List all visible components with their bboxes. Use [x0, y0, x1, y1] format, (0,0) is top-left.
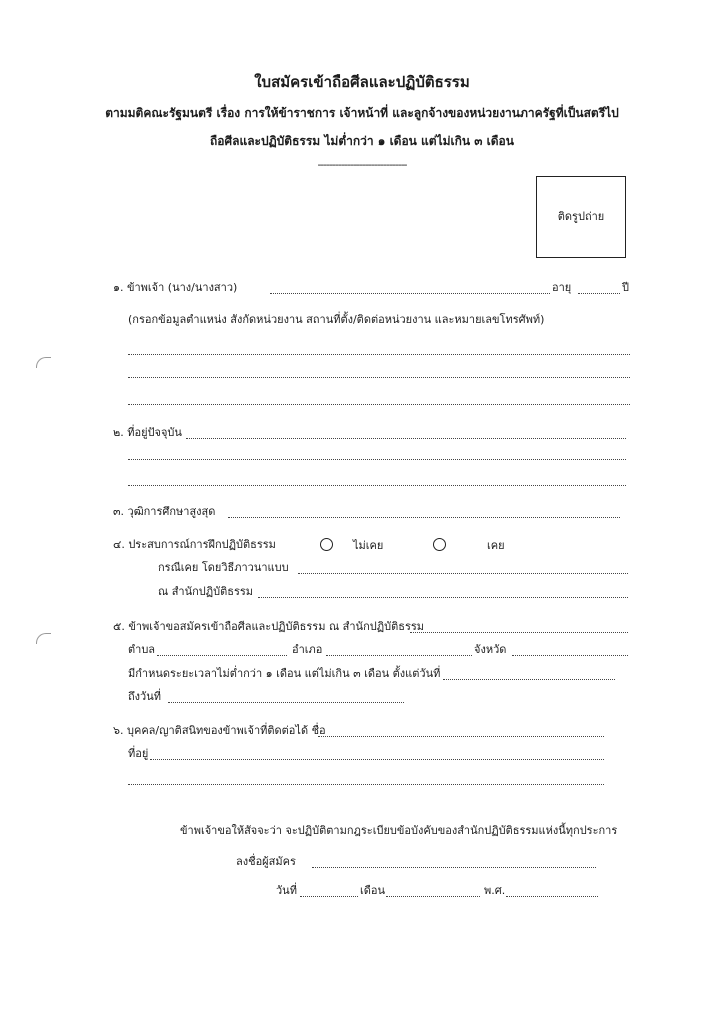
radio-ever-label: เคย [487, 539, 505, 552]
date-year-field[interactable] [506, 896, 598, 897]
scan-mark-bottom [36, 633, 51, 644]
item4-method-field[interactable] [298, 573, 628, 574]
item3-education-field[interactable] [228, 517, 620, 518]
radio-never[interactable] [320, 538, 333, 551]
form-subtitle-line2: ถือศีลและปฏิบัติธรรม ไม่ต่ำกว่า ๑ เดือน แต่ไม่เกิน ๓ เดือน [210, 134, 514, 148]
item4-place-field[interactable] [258, 597, 628, 598]
declaration-text: ข้าพเจ้าขอให้สัจจะว่า จะปฏิบัติตามกฎระเบียบข้อบังคับของสำนักปฏิบัติธรรมแห่งนี้ทุกประการ [180, 824, 618, 837]
item1-age-field[interactable] [578, 293, 620, 294]
item1-name-field[interactable] [270, 293, 550, 294]
item5-center-field[interactable] [410, 632, 628, 633]
photo-box-label: ติดรูปถ่าย [557, 210, 605, 223]
item1-detail-line-3[interactable] [128, 404, 630, 405]
item3-education-label: ๓. วุฒิการศึกษาสูงสุด [113, 505, 216, 518]
item1-name-label: ๑. ข้าพเจ้า (นาง/นางสาว) [113, 281, 238, 294]
item1-detail-line-1[interactable] [128, 354, 630, 355]
item4-method-label: กรณีเคย โดยวิธีภาวนาแบบ [158, 561, 289, 574]
form-subtitle-line1: ตามมติคณะรัฐมนตรี เรื่อง การให้ข้าราชการ เจ้าหน้าที่ และลูกจ้างของหน่วยงานภาครัฐที่เป็นสตรีไป [105, 106, 619, 120]
item5-until-label: ถึงวันที่ [128, 690, 161, 703]
item6-address-line-1[interactable] [150, 759, 604, 760]
item6-address-line-2[interactable] [128, 784, 604, 785]
date-day-label: วันที่ [276, 884, 297, 897]
item6-contact-name-field[interactable] [318, 736, 604, 737]
item5-period-label: มีกำหนดระยะเวลาไม่ต่ำกว่า ๑ เดือน แต่ไม่เกิน ๓ เดือน ตั้งแต่วันที่ [128, 667, 441, 680]
date-day-field[interactable] [300, 896, 358, 897]
item4-experience-label: ๔. ประสบการณ์การฝึกปฏิบัติธรรม [113, 538, 276, 551]
item5-subdistrict-field[interactable] [157, 655, 287, 656]
date-month-label: เดือน [360, 884, 386, 897]
item1-note: (กรอกข้อมูลตำแหน่ง สังกัดหน่วยงาน สถานที่ตั้ง/ติดต่อหน่วยงาน และหมายเลขโทรศัพท์) [128, 313, 545, 326]
signature-field[interactable] [312, 867, 596, 868]
item5-province-label: จังหวัด [474, 643, 507, 656]
date-year-label: พ.ศ. [484, 884, 506, 897]
signature-label: ลงชื่อผู้สมัคร [236, 855, 296, 868]
item5-district-label: อำเภอ [292, 643, 323, 656]
item6-contact-label: ๖. บุคคล/ญาติสนิทของข้าพเจ้าที่ติดต่อได้ ชื่อ [113, 724, 326, 737]
item6-address-label: ที่อยู่ [128, 747, 149, 760]
item5-start-date-field[interactable] [443, 679, 615, 680]
item2-address-line-2[interactable] [128, 459, 626, 460]
photo-box[interactable] [536, 176, 626, 258]
item2-address-line-3[interactable] [128, 485, 626, 486]
date-month-field[interactable] [386, 896, 480, 897]
item5-subdistrict-label: ตำบล [128, 643, 156, 656]
item2-address-line-1[interactable] [186, 438, 626, 439]
radio-ever[interactable] [433, 538, 446, 551]
item2-address-label: ๒. ที่อยู่ปัจจุบัน [113, 426, 182, 439]
scan-mark-top [36, 357, 51, 368]
item4-place-label: ณ สำนักปฏิบัติธรรม [158, 585, 254, 598]
item5-apply-label: ๕. ข้าพเจ้าขอสมัครเข้าถือศีลและปฏิบัติธรรม ณ สำนักปฏิบัติธรรม [113, 620, 425, 633]
header-separator: ------------------------------ [317, 158, 407, 171]
item1-year-label: ปี [622, 281, 629, 294]
item5-end-date-field[interactable] [168, 702, 404, 703]
item1-age-label: อายุ [552, 281, 572, 294]
form-title: ใบสมัครเข้าถือศีลและปฏิบัติธรรม [254, 73, 470, 91]
item1-detail-line-2[interactable] [128, 377, 630, 378]
item5-district-field[interactable] [326, 655, 472, 656]
radio-never-label: ไม่เคย [353, 539, 384, 552]
item5-province-field[interactable] [512, 655, 628, 656]
